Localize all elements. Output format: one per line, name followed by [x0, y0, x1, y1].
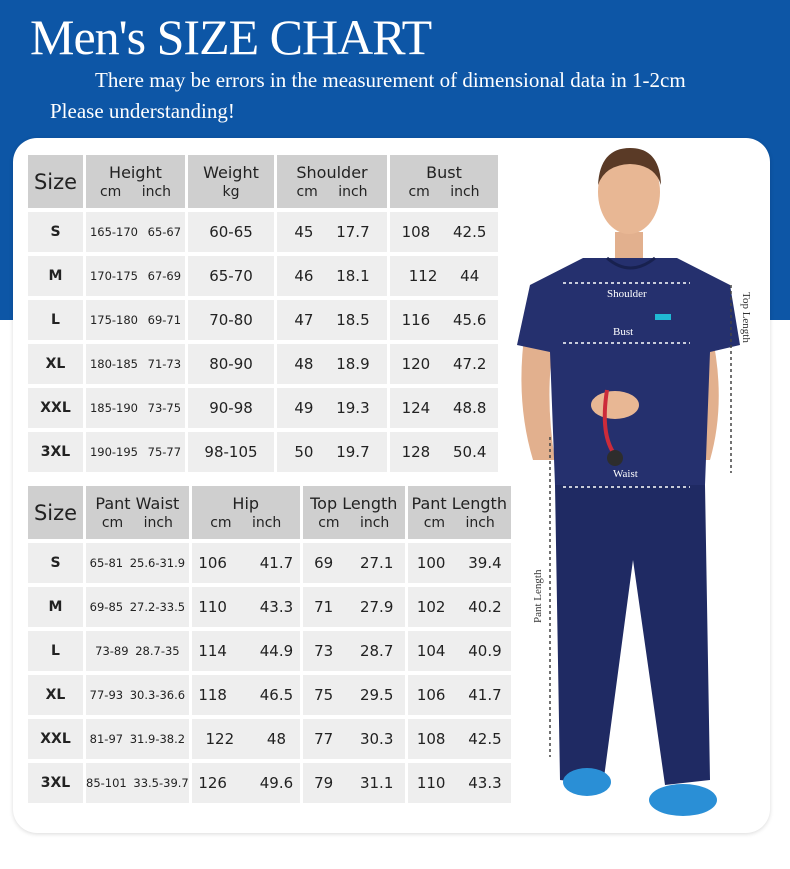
top-length-cell: 71 27.9 [303, 587, 405, 627]
shoulder-header: Shoulder cm inch [277, 155, 387, 208]
shoulder-cell: 47 18.5 [277, 300, 387, 340]
apology-note: Please understanding! [50, 99, 235, 123]
pant-length-header: Pant Length cm inch [408, 486, 511, 539]
shoulder-cell: 45 17.7 [277, 212, 387, 252]
size-cell: M [28, 256, 83, 296]
hands [591, 391, 639, 419]
table-row [28, 719, 511, 759]
hip-cell: 106 41.7 [192, 543, 300, 583]
table-row [28, 587, 511, 627]
bottom-size-table [25, 482, 514, 807]
page-title: Men's SIZE CHART [30, 9, 432, 65]
bust-cell: 128 50.4 [390, 432, 498, 472]
neck [615, 232, 643, 262]
hip-header: Hip cm inch [192, 486, 300, 539]
hip-cell: 126 49.6 [192, 763, 300, 803]
size-cell: L [28, 631, 83, 671]
size-header: Size [28, 486, 83, 539]
bust-header: Bust cm inch [390, 155, 498, 208]
bust-cell: 108 42.5 [390, 212, 498, 252]
height-cell: 175-180 69-71 [86, 300, 185, 340]
pant-waist-cell: 65-81 25.6-31.9 [86, 543, 189, 583]
bust-cell: 124 48.8 [390, 388, 498, 428]
height-cell: 165-170 65-67 [86, 212, 185, 252]
table-row [28, 631, 511, 671]
height-cell: 170-175 67-69 [86, 256, 185, 296]
table-row [28, 344, 498, 384]
table-row [28, 432, 498, 472]
top-length-cell: 69 27.1 [303, 543, 405, 583]
pant-length-label: Pant Length [532, 569, 544, 623]
table-row [28, 675, 511, 715]
weight-cell: 80-90 [188, 344, 274, 384]
pant-length-cell: 110 43.3 [408, 763, 511, 803]
size-cell: 3XL [28, 763, 83, 803]
pant-waist-cell: 73-89 28.7-35 [86, 631, 189, 671]
pant-length-cell: 106 41.7 [408, 675, 511, 715]
table-row [28, 763, 511, 803]
size-cell: S [28, 212, 83, 252]
size-cell: S [28, 543, 83, 583]
height-header: Height cm inch [86, 155, 185, 208]
top-length-cell: 75 29.5 [303, 675, 405, 715]
scrub-pants [555, 485, 710, 785]
top-length-label: Top Length [740, 292, 752, 343]
waist-label: Waist [613, 468, 638, 480]
height-cell: 180-185 71-73 [86, 344, 185, 384]
size-cell: 3XL [28, 432, 83, 472]
pant-waist-cell: 81-97 31.9-38.2 [86, 719, 189, 759]
pocket-tag [655, 314, 671, 320]
height-cell: 190-195 75-77 [86, 432, 185, 472]
table-row [28, 212, 498, 252]
size-cell: XXL [28, 719, 83, 759]
model-figure [505, 140, 770, 830]
pant-length-cell: 104 40.9 [408, 631, 511, 671]
pant-waist-cell: 77-93 30.3-36.6 [86, 675, 189, 715]
size-cell: XXL [28, 388, 83, 428]
pant-waist-cell: 85-101 33.5-39.7 [86, 763, 189, 803]
left-clog [563, 768, 611, 796]
top-size-table [25, 151, 501, 476]
size-cell: L [28, 300, 83, 340]
hip-cell: 110 43.3 [192, 587, 300, 627]
weight-cell: 60-65 [188, 212, 274, 252]
hip-cell: 118 46.5 [192, 675, 300, 715]
shoulder-cell: 50 19.7 [277, 432, 387, 472]
size-cell: M [28, 587, 83, 627]
size-header: Size [28, 155, 83, 208]
top-length-cell: 77 30.3 [303, 719, 405, 759]
shoulder-cell: 48 18.9 [277, 344, 387, 384]
top-length-cell: 79 31.1 [303, 763, 405, 803]
stethoscope-chest-piece [607, 450, 623, 466]
table-row [28, 300, 498, 340]
top-length-header: Top Length cm inch [303, 486, 405, 539]
shoulder-label: Shoulder [607, 288, 647, 300]
pant-waist-header: Pant Waist cm inch [86, 486, 189, 539]
weight-cell: 70-80 [188, 300, 274, 340]
pant-length-cell: 100 39.4 [408, 543, 511, 583]
measurement-note: There may be errors in the measurement of dimensional data in 1-2cm [95, 68, 686, 92]
bottom-table-header [28, 486, 511, 539]
table-row [28, 543, 511, 583]
shoulder-cell: 46 18.1 [277, 256, 387, 296]
table-row [28, 256, 498, 296]
table-row [28, 388, 498, 428]
bust-cell: 120 47.2 [390, 344, 498, 384]
weight-cell: 65-70 [188, 256, 274, 296]
bust-label: Bust [613, 326, 634, 338]
size-cell: XL [28, 344, 83, 384]
pant-length-cell: 108 42.5 [408, 719, 511, 759]
top-table-header [28, 155, 498, 208]
shoulder-cell: 49 19.3 [277, 388, 387, 428]
hip-cell: 114 44.9 [192, 631, 300, 671]
right-clog [649, 784, 717, 816]
pant-length-cell: 102 40.2 [408, 587, 511, 627]
weight-cell: 98-105 [188, 432, 274, 472]
height-cell: 185-190 73-75 [86, 388, 185, 428]
bust-cell: 112 44 [390, 256, 498, 296]
weight-header: Weight kg [188, 155, 274, 208]
pant-waist-cell: 69-85 27.2-33.5 [86, 587, 189, 627]
weight-cell: 90-98 [188, 388, 274, 428]
top-length-cell: 73 28.7 [303, 631, 405, 671]
hip-cell: 122 48 [192, 719, 300, 759]
bust-cell: 116 45.6 [390, 300, 498, 340]
size-cell: XL [28, 675, 83, 715]
